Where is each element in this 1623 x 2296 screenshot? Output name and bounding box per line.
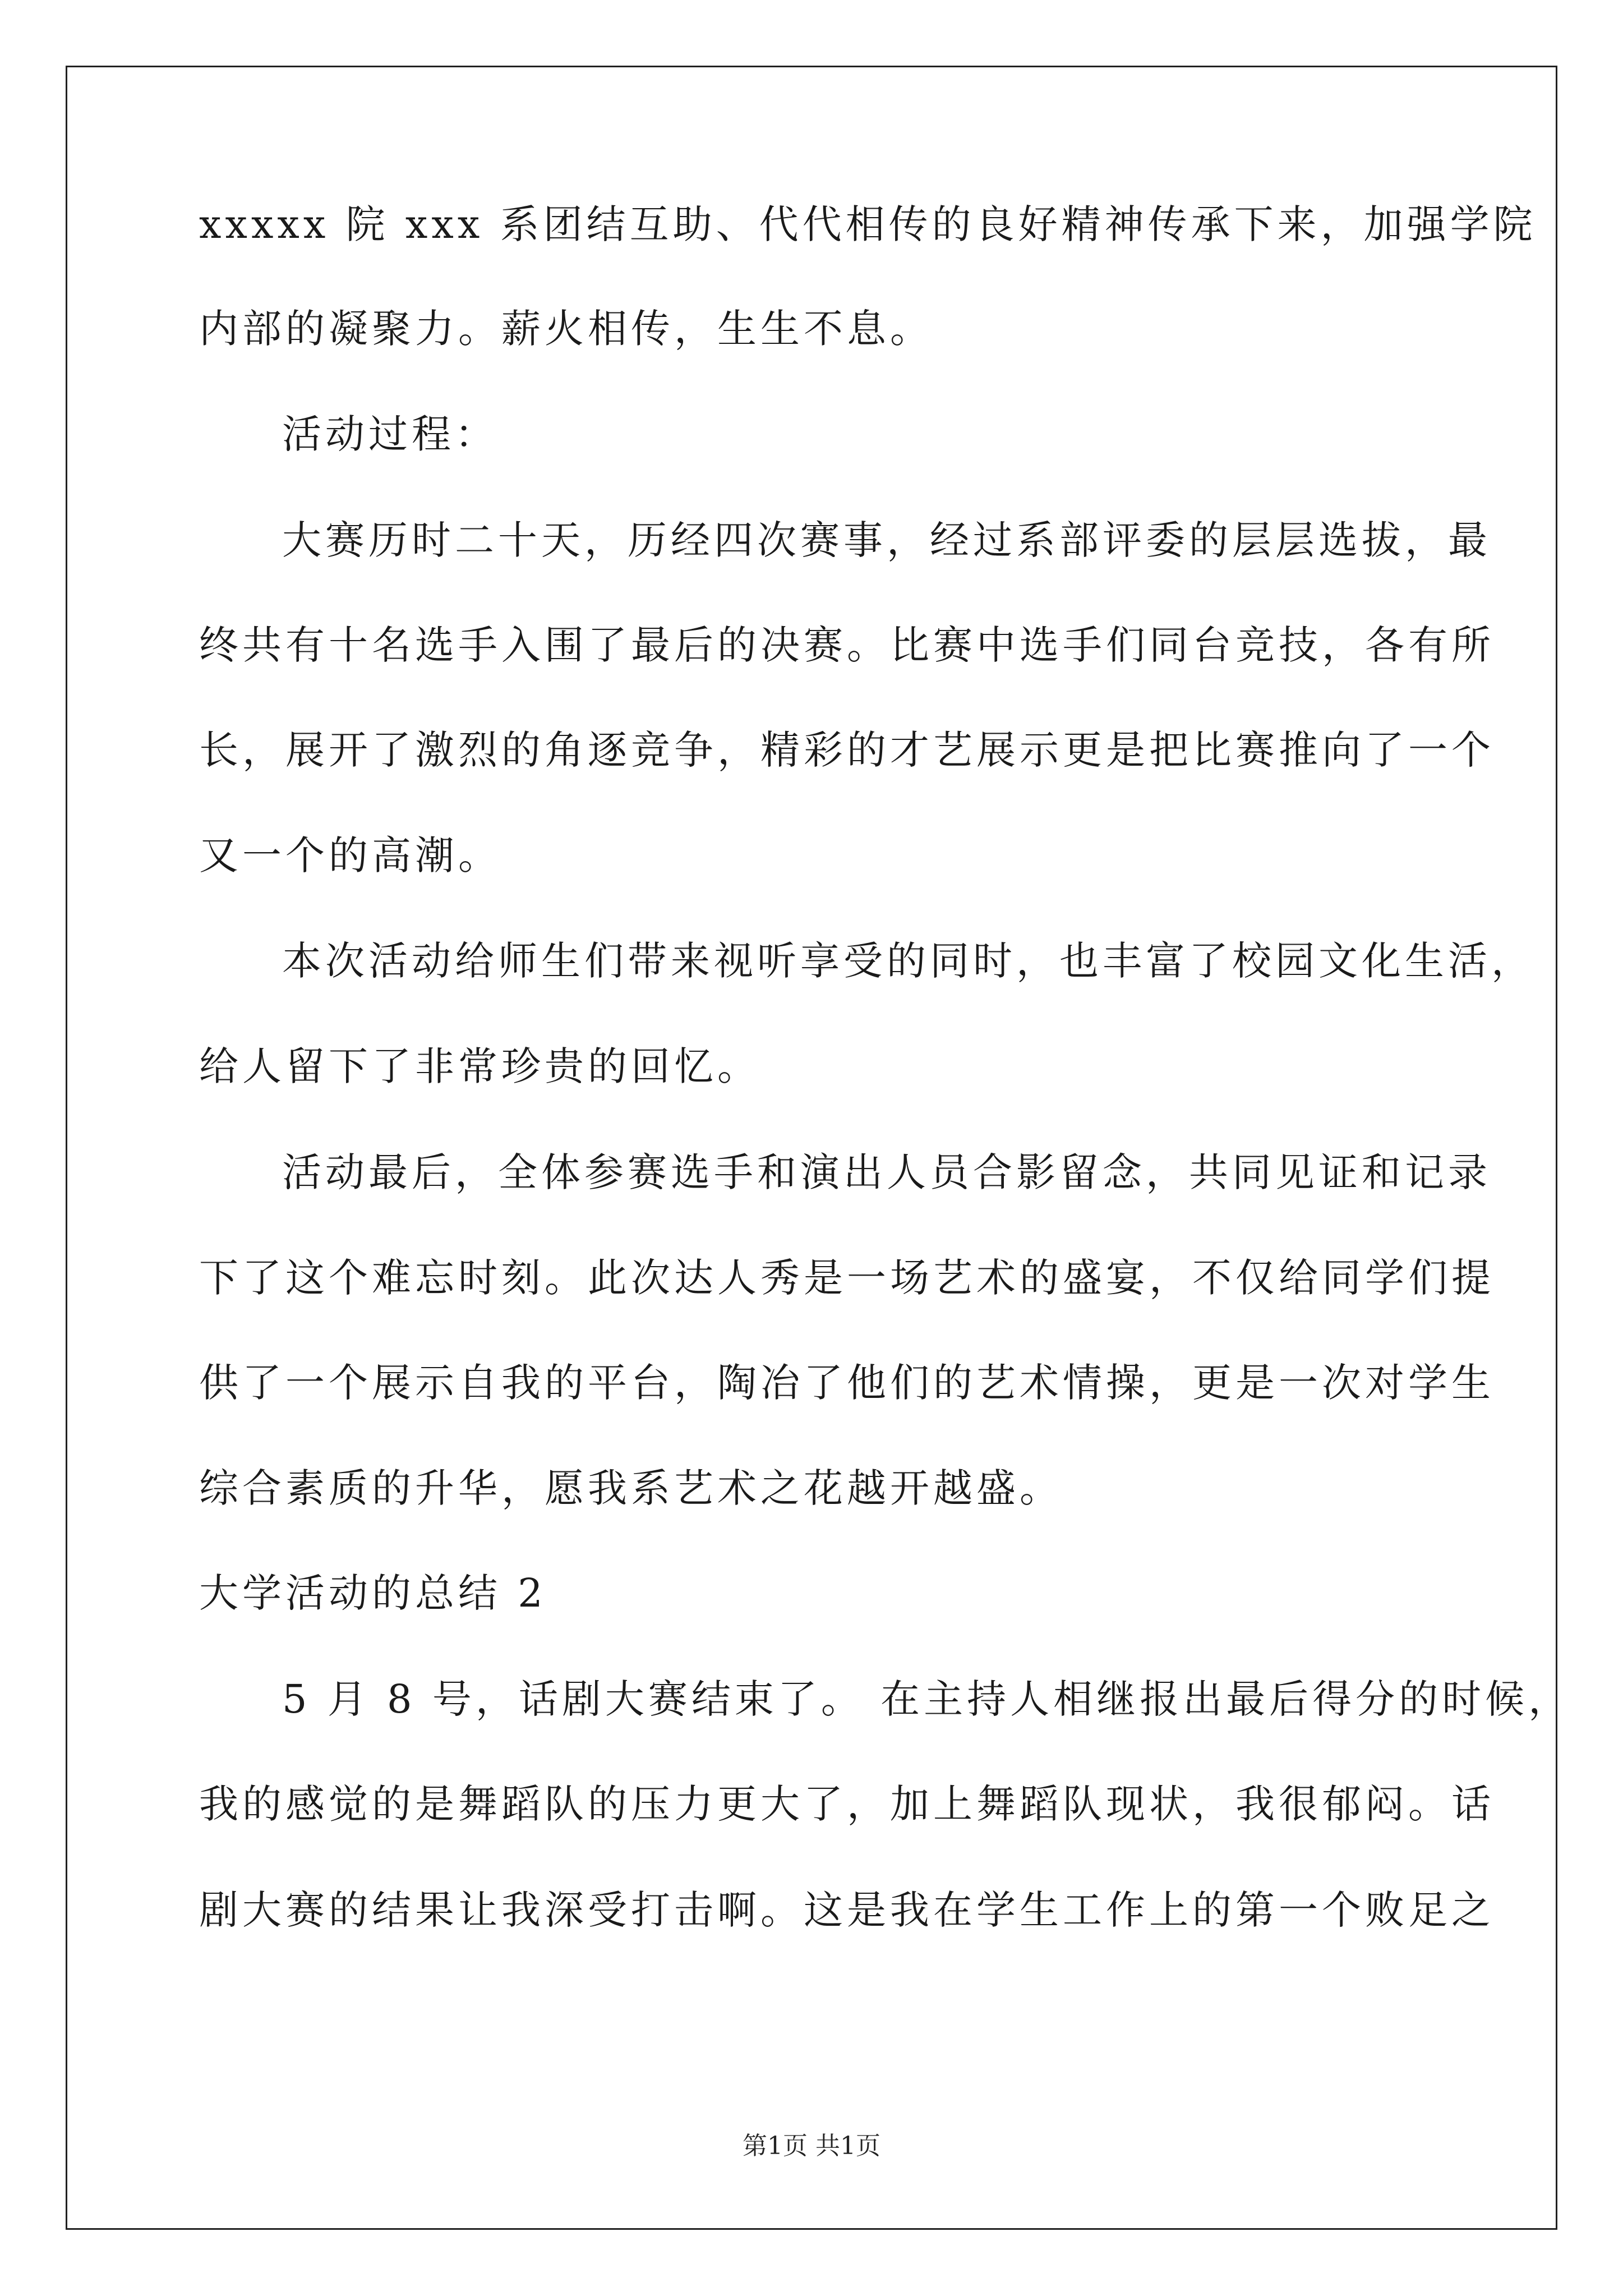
- paragraph-line: 给人留下了非常珍贵的回忆。: [199, 1043, 760, 1089]
- paragraph-line: 大赛历时二十天，历经四次赛事，经过系部评委的层层选拔，最: [282, 517, 1491, 563]
- paragraph-line: 又一个的高潮。: [199, 832, 501, 878]
- paragraph-line: 5 月 8 号，话剧大赛结束了。 在主持人相继报出最后得分的时候，: [282, 1676, 1572, 1722]
- paragraph-line: 剧大赛的结果让我深受打击啊。这是我在学生工作上的第一个败足之: [199, 1887, 1495, 1933]
- paragraph-line: 下了这个难忘时刻。此次达人秀是一场艺术的盛宴，不仅给同学们提: [199, 1255, 1495, 1301]
- section-title: 大学活动的总结 2: [199, 1570, 547, 1616]
- paragraph-line: 活动最后，全体参赛选手和演出人员合影留念，共同见证和记录: [282, 1149, 1491, 1195]
- paragraph-line: 长，展开了激烈的角逐竞争，精彩的才艺展示更是把比赛推向了一个: [199, 727, 1495, 773]
- paragraph-line: 本次活动给师生们带来视听享受的同时，也丰富了校园文化生活，: [282, 938, 1534, 984]
- paragraph-line: 内部的凝聚力。薪火相传，生生不息。: [199, 306, 933, 352]
- paragraph-line: 供了一个展示自我的平台，陶冶了他们的艺术情操，更是一次对学生: [199, 1360, 1495, 1406]
- paragraph-line: xxxxx 院 xxx 系团结互助、代代相传的良好精神传承下来，加强学院: [199, 201, 1537, 247]
- paragraph-line: 综合素质的升华，愿我系艺术之花越开越盛。: [199, 1465, 1063, 1511]
- paragraph-line: 我的感觉的是舞蹈队的压力更大了，加上舞蹈队现状，我很郁闷。话: [199, 1781, 1495, 1827]
- section-heading: 活动过程：: [282, 411, 498, 457]
- page-footer: 第1页 共1页: [743, 2132, 880, 2160]
- paragraph-line: 终共有十名选手入围了最后的决赛。比赛中选手们同台竞技，各有所: [199, 622, 1495, 668]
